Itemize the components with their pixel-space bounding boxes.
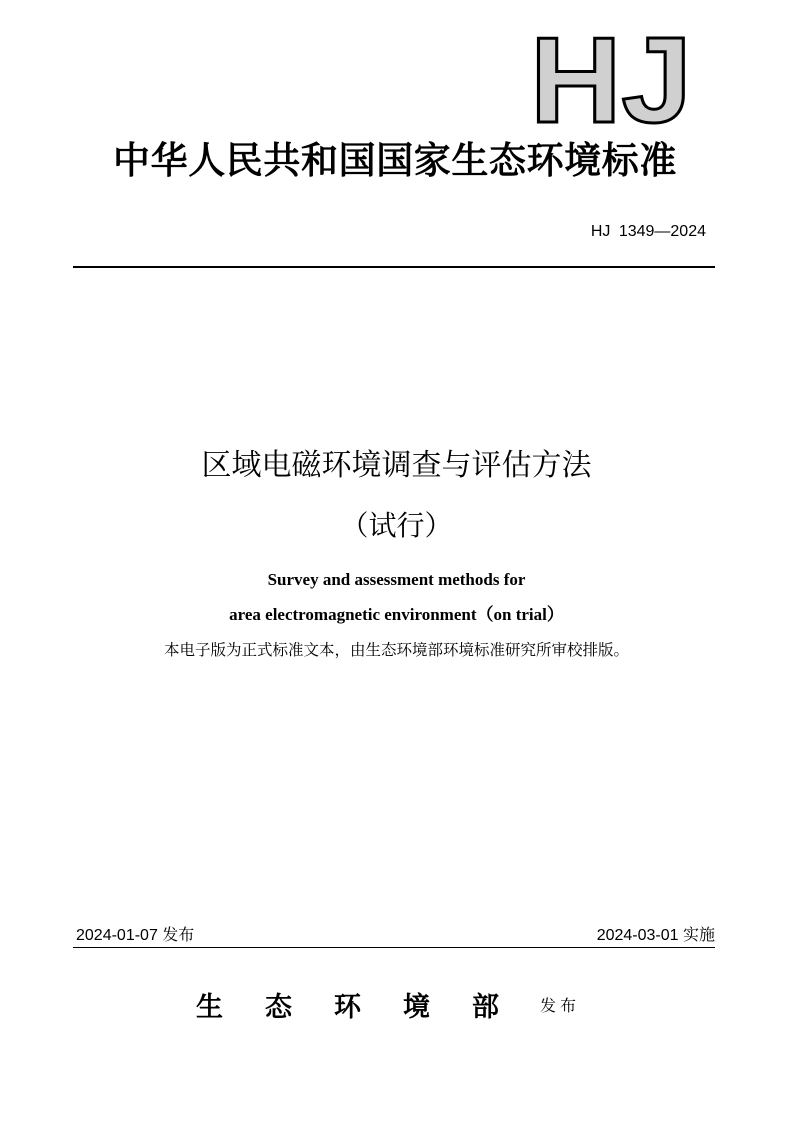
issue-date: 2024-01-07 发布 (76, 927, 195, 944)
implementation-date: 2024-03-01 实施 (596, 927, 715, 944)
document-title: 区域电磁环境调查与评估方法 (201, 448, 592, 483)
english-title-line-1: Survey and assessment methods for (267, 570, 526, 589)
standard-number: HJ 1349—2024 (590, 223, 706, 240)
edition-note: 本电子版为正式标准文本，由生态环境部环境标准研究所审校排版。 (163, 641, 629, 659)
english-title-line-2: area electromagnetic environment（on trial） (229, 605, 564, 624)
header-divider (73, 266, 715, 268)
document-subtitle: （试行） (340, 509, 453, 542)
publisher-suffix: 发布 (540, 996, 581, 1015)
svg-text:HJ: HJ (530, 30, 692, 130)
hj-logo (530, 30, 700, 130)
footer-divider (73, 947, 715, 948)
organization-title: 中华人民共和国国家生态环境标准 (113, 138, 677, 182)
publisher: 生态环境部 (196, 992, 541, 1023)
